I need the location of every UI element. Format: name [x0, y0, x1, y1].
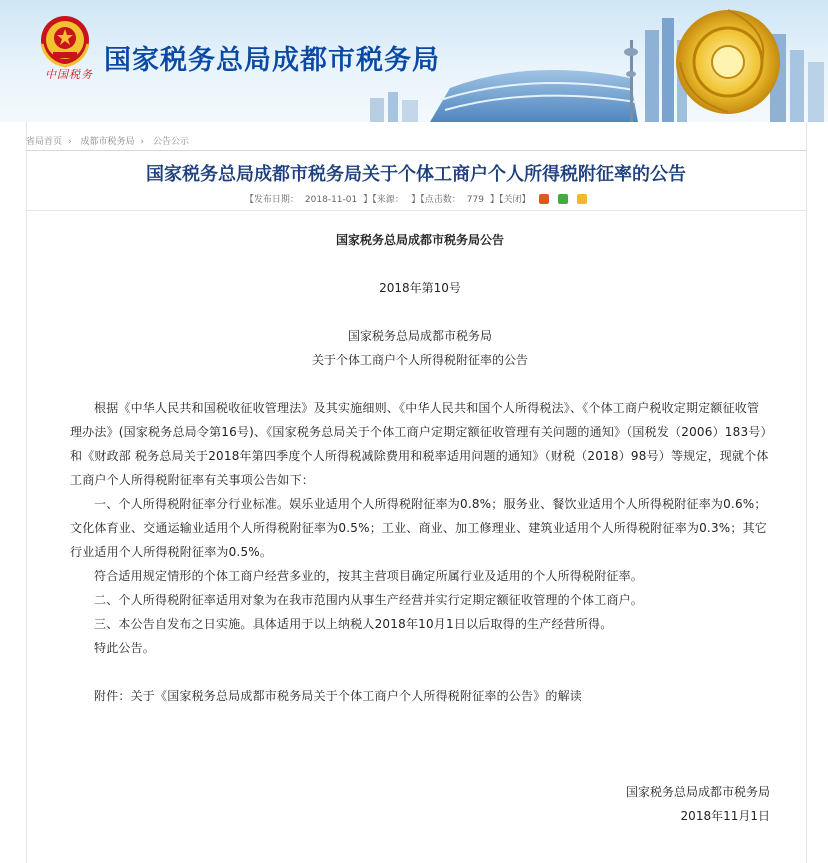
city-skyline-image: [300, 0, 828, 122]
breadcrumb-item-chengdu[interactable]: 成都市税务局: [80, 137, 135, 147]
share-qzone-icon[interactable]: [577, 194, 587, 204]
page-border-left: [26, 122, 27, 863]
breadcrumb-separator: ›: [140, 137, 145, 147]
share-weibo-icon[interactable]: [539, 194, 549, 204]
paragraph-item-1: 一、个人所得税附征率分行业标准。娱乐业适用个人所得税附征率为0.8%；服务业、餐饮业适用个人所得税附征率为0.6%；文化体育业、交通运输业适用个人所得税附征率为0.5%；工业、商业、加工修理业、建筑业适用个人所得税附征率为0.3%；其它行业适用个人所得税附征率为0.5%。: [70, 497, 767, 559]
paragraph-item-1-note: 符合适用规定情形的个体工商户经营多业的，按其主营项目确定所属行业及适用的个人所得税附征率。: [94, 569, 644, 583]
emblem-caption: 中国税务: [45, 68, 93, 81]
publish-label: 【发布日期：: [244, 195, 299, 205]
article-body: [70, 228, 770, 828]
share-wechat-icon[interactable]: [558, 194, 568, 204]
breadcrumb-separator: ›: [68, 137, 72, 147]
org-heading: 国家税务总局成都市税务局公告: [335, 233, 504, 247]
breadcrumb-item-announcements[interactable]: 公告公示: [153, 137, 190, 147]
article-meta: [26, 192, 806, 205]
site-banner: [0, 0, 828, 122]
paragraph-item-3: 三、本公告自发布之日实施。具体适用于以上纳税人2018年10月1日以后取得的生产经营所得。: [94, 617, 613, 631]
publish-date: 2018-11-01: [304, 195, 358, 205]
close-link[interactable]: 】【关闭】: [489, 195, 531, 205]
doc-number: 2018年第10号: [379, 281, 461, 295]
closing-text: 特此公告。: [94, 641, 156, 655]
divider: [26, 150, 806, 151]
source-label: 】【来源：: [363, 195, 400, 205]
paragraph-intro: 根据《中华人民共和国税收征收管理法》及其实施细则、《中华人民共和国个人所得税法》、《个体工商户税收定期定额征收管理办法》(国家税务总局令第16号)、《国家税务总局关于个体工商户定期定额征收管理有关问题的通知》（国税发（2006）183号）和《财政部 税务总局关于2018年第四季度个人所得税减除费用和税率适用问题的通知》（财税（2018）98号）等规定，现就个体工商户个人所得税附征率有关事项公告如下：: [70, 401, 769, 487]
signature: 国家税务总局成都市税务局: [625, 785, 770, 799]
subtitle-line-2: 关于个体工商户个人所得税附征率的公告: [311, 353, 528, 367]
paragraph-item-2: 二、个人所得税附征率适用对象为在我市范围内从事生产经营并实行定期定额征收管理的个体工商户。: [94, 593, 644, 607]
site-title[interactable]: 国家税务总局成都市税务局: [104, 45, 440, 76]
clicks-value: 779: [466, 195, 484, 205]
divider: [26, 210, 806, 211]
page-border-right: [806, 122, 807, 863]
page-title: 国家税务总局成都市税务局关于个体工商户个人所得税附征率的公告: [146, 164, 686, 185]
subtitle-line-1: 国家税务总局成都市税务局: [347, 329, 492, 343]
clicks-label: 】【点击数：: [411, 195, 461, 205]
attachment-link[interactable]: 附件：关于《国家税务总局成都市税务局关于个体工商户个人所得税附征率的公告》的解读: [94, 689, 583, 703]
breadcrumb-item-home[interactable]: 省局首页: [26, 137, 63, 147]
sign-date: 2018年11月1日: [680, 809, 770, 823]
